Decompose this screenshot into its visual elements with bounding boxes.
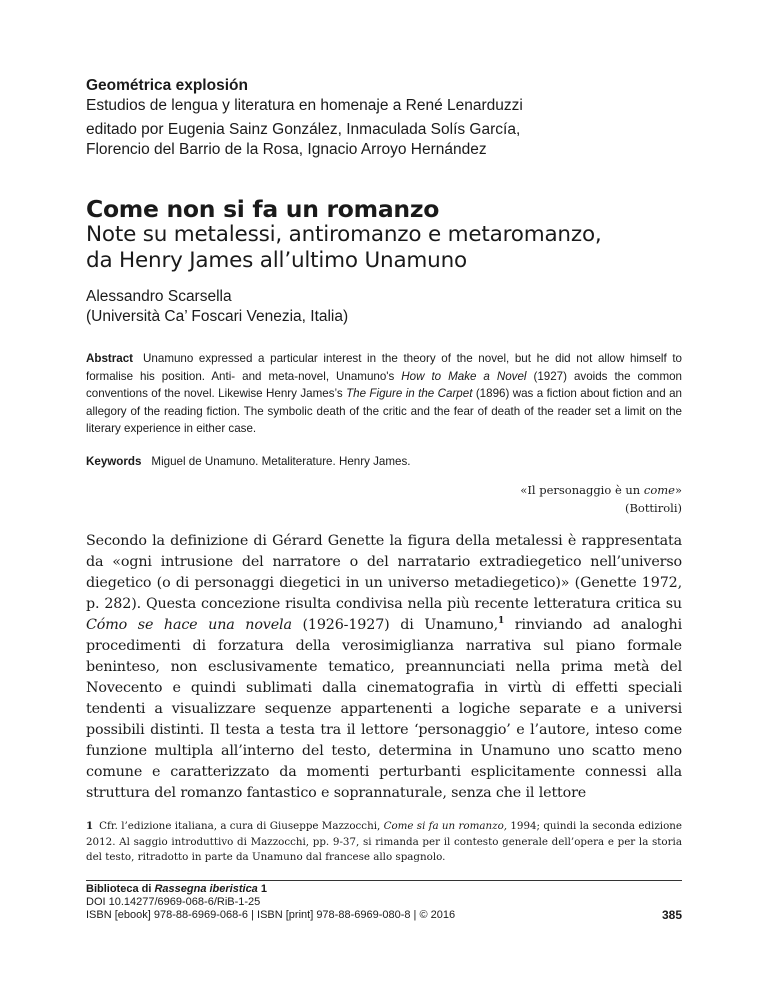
isbn: ISBN [ebook] 978-88-6969-068-6 | ISBN [print] 978-88-6969-080-8 | © 2016 <box>86 909 456 921</box>
epigraph-source: (Bottiroli) <box>624 501 682 515</box>
abstract-label: Abstract <box>86 352 134 365</box>
doi: DOI 10.14277/6969-068-6/RiB-1-25 <box>86 896 261 908</box>
book-reference: Cómo se hace una novela <box>86 617 292 633</box>
article-subtitle-line-2: da Henry James all’ultimo Unamuno <box>86 248 467 273</box>
footer-divider <box>86 880 682 881</box>
keywords <box>86 453 682 470</box>
abstract-title-1: How to Make a Novel <box>401 369 527 383</box>
abstract-title-2: The Figure in the Carpet <box>346 387 473 400</box>
article-title: Come non si fa un romanzo <box>86 195 440 223</box>
editors-line-1: editado por Eugenia Sainz González, Inmaculada Solís García, <box>86 121 521 138</box>
book-header <box>86 76 682 159</box>
book-editors <box>86 120 682 159</box>
page-number: 385 <box>661 908 682 922</box>
footnote: 1 Cfr. l’edizione italiana, a cura di Giuseppe Mazzocchi, Come si fa un romanzo, 1994; quindi la seconda edizione 2012. Al saggio introduttivo di Mazzocchi, pp. 9-37, si rimanda per il contesto generale dell’opera e per la storia del testo, ritradotto in parte da Unamuno dal francese allo spagnolo. <box>86 820 682 863</box>
author-affiliation: (Università Ca’ Foscari Venezia, Italia) <box>86 308 349 325</box>
keywords-label: Keywords <box>86 455 142 468</box>
author-name: Alessandro Scarsella <box>86 288 232 305</box>
article-title-block <box>86 196 682 274</box>
footnote-ref[interactable]: 1 <box>498 616 505 627</box>
abstract-text: (1896) was a fiction about fiction and an allegory of the reading fiction. The symbolic death of the critic and the fear of death of the reader set a limit on the literary experience in either case. <box>86 387 682 435</box>
footnote-number: 1 <box>86 820 94 832</box>
epigraph-quote: «Il personaggio è un come» <box>520 483 682 497</box>
article-subtitle-line-1: Note su metalessi, antiromanzo e metaromanzo, <box>86 222 602 247</box>
epigraph <box>520 481 682 517</box>
editors-line-2: Florencio del Barrio de la Rosa, Ignacio Arroyo Hernández <box>86 140 487 158</box>
abstract <box>86 350 682 438</box>
abstract-text: (1927) avoids the common conventions of the novel. Likewise Henry James’s <box>86 369 683 400</box>
page <box>86 0 682 994</box>
body-paragraph: Secondo la definizione di Gérard Genette la figura della metalessi è rappresentata da «ogni intrusione del narratore o del narratario extradiegetico nell’universo diegetico (o di personaggi diegetici in un universo metadiegetico)» (Genette 1972, p. 282). Questa concezione risulta condivisa nella più recente letteratura critica su Cómo se hace una novela (1926-1927) di Unamuno,$^1$ rinviando ad analoghi procedimenti di forzatura della verosimiglianza narrativa sul piano formale beninteso, non esclusivamente tematico, preannunciati nella prima metà del Novecento e quindi sublimati dalla cinematografia in virtù di effetti speciali tendenti a visualizzare sequenze appartenenti a logiche separate e a universi possibili distinti. Il testa a testa tra il lettore ‘personaggio’ e l’autore, inteso come funzione multipla all’interno del testo, determina in Unamuno uno scatto meno comune e caratterizzato da momenti perturbanti esplicitamente connessi alla struttura del romanzo fantastico e soprannaturale, senza che il lettore <box>86 533 683 801</box>
footer <box>86 883 682 922</box>
book-subtitle: Estudios de lengua y literatura en homenaje a René Lenarduzzi <box>86 96 523 114</box>
series-title: Biblioteca di Rassegna iberistica 1 <box>86 883 267 895</box>
author-block <box>86 287 348 327</box>
book-title: Geométrica explosión <box>86 77 248 94</box>
keywords-text: Miguel de Unamuno. Metaliterature. Henry James. <box>151 455 411 468</box>
abstract-text: Unamuno expressed a particular interest in the theory of the novel, but he did not allow himself to formalise his position. Anti- and meta-novel, Unamuno's <box>86 352 682 383</box>
